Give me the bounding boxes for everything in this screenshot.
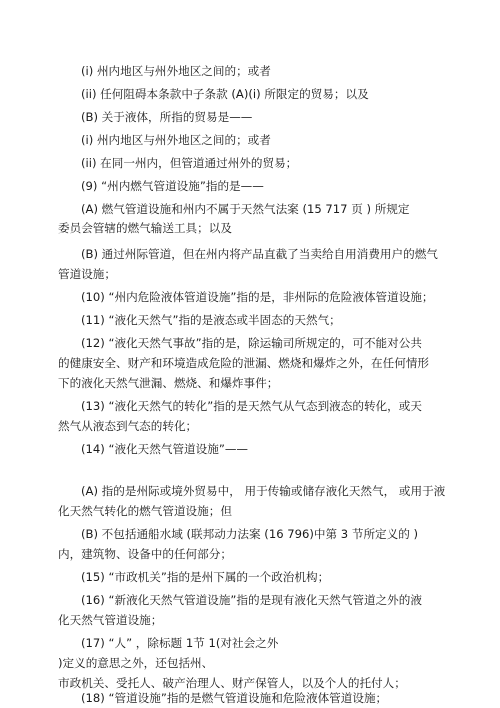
text-line: (10) “州内危险液体管道设施”指的是，非州际的危险液体管道设施； — [81, 290, 434, 304]
text-line: (B) 关于液体，所指的贸易是—— — [81, 110, 253, 124]
text-line: (17) “人” ，除标题 1节 1(对社会之外 — [81, 636, 279, 650]
text-line: (12) “液化天然气事故”指的是，除运输司所规定的，可不能对公共 — [81, 336, 422, 350]
text-line: (9) “州内燃气管道设施”指的是—— — [81, 179, 264, 193]
text-line: (13) “液化天然气的转化”指的是天然气从气态到液态的转化，或天 — [81, 399, 422, 413]
text-line: (i) 州内地区与州外地区之间的；或者 — [81, 64, 271, 78]
text-line: (ii) 任何阻碍本条款中子条款 (A)(i) 所限定的贸易；以及 — [81, 87, 369, 101]
text-line: (B) 不包括通船水域 (联邦动力法案 (16 796)中第 3 节所定义的 ) — [81, 527, 419, 541]
text-line: )定义的意思之外，还包括州、 — [58, 656, 214, 670]
text-line: (B) 通过州际管道，但在州内将产品直截了当卖给自用消费用户的燃气 — [81, 247, 438, 261]
text-line: (11) “液化天然气”指的是液态或半固态的天然气； — [81, 313, 341, 327]
text-line: 的健康安全、财产和环境造成危险的泄漏、燃烧和爆炸之外，在任何情形 — [58, 356, 430, 370]
text-line: 管道设施； — [58, 267, 116, 281]
text-line: 化天然气管道设施； — [58, 613, 163, 627]
text-line: (14) “液化天然气管道设施”—— — [81, 442, 249, 456]
text-line: 化天然气转化的燃气管道设施；但 — [58, 504, 232, 518]
text-line: 委员会管辖的燃气输送工具；以及 — [58, 221, 232, 235]
text-line: (16) “新液化天然气管道设施”指的是现有液化天然气管道之外的液 — [81, 593, 422, 607]
text-line: (18) “管道设施”指的是燃气管道设施和危险液体管道设施； — [81, 691, 388, 705]
text-line: (A) 燃气管道设施和州内不属于天然气法案 (15 717 页 ) 所规定 — [81, 202, 410, 216]
text-line: (ii) 在同一州内，但管道通过州外的贸易； — [81, 156, 298, 170]
text-line: 然气从液态到气态的转化； — [58, 419, 198, 433]
text-line: (15) “市政机关”指的是州下属的一个政治机构； — [81, 570, 330, 584]
text-line: (i) 州内地区与州外地区之间的；或者 — [81, 133, 271, 147]
text-line: (A) 指的是州际或境外贸易中， 用于传输或储存液化天然气， 或用于液 — [81, 484, 446, 498]
text-line: 下的液化天然气泄漏、燃烧、和爆炸事件； — [58, 376, 279, 390]
text-line: 内，建筑物、设备中的任何部分； — [58, 547, 232, 561]
text-line: 市政机关、受托人、破产治理人、财产保管人，以及个人的托付人； — [58, 676, 406, 690]
